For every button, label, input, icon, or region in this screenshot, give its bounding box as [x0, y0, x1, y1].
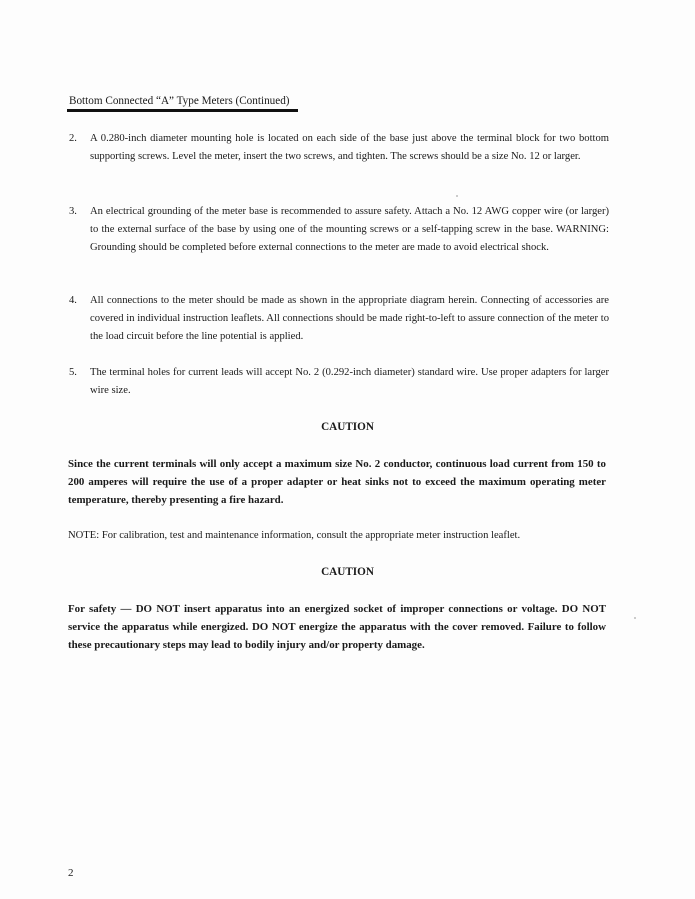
list-item-text: A 0.280-inch diameter mounting hole is located on each side of the base just above the terminal block for two bottom supporting screws. Level the meter, insert the two screws, and tighten. The screws should be a size No. 12 or larger.: [90, 133, 609, 162]
page-number: 2: [68, 867, 74, 879]
list-item: [69, 203, 609, 257]
list-item: [69, 292, 609, 346]
caution-text: For safety — DO NOT insert apparatus into an energized socket of improper connections or voltage. DO NOT service the apparatus while energized. DO NOT energize the apparatus with the cover removed. Failure to follow these precautionary steps may lead to bodily injury and/or property damage.: [68, 603, 606, 651]
section-header: Bottom Connected “A” Type Meters (Continued): [69, 95, 290, 107]
list-item-number: 3.: [69, 206, 77, 217]
list-item-number: 2.: [69, 133, 77, 144]
caution-heading: CAUTION: [321, 566, 374, 578]
caution-text: Since the current terminals will only accept a maximum size No. 2 conductor, continuous load current from 150 to 200 amperes will require the use of a proper adapter or heat sinks not to exceed the maximum operating meter temperature, thereby presenting a fire hazard.: [68, 458, 606, 506]
list-item: [69, 130, 609, 166]
list-item-number: 4.: [69, 295, 77, 306]
list-item-text: The terminal holes for current leads will accept No. 2 (0.292-inch diameter) standard wire. Use proper adapters for larger wire size.: [90, 367, 609, 396]
scan-speck: [456, 195, 458, 197]
header-underline: [67, 109, 298, 112]
caution-heading: CAUTION: [321, 421, 374, 433]
list-item-number: 5.: [69, 367, 77, 378]
list-item-text: An electrical grounding of the meter base is recommended to assure safety. Attach a No. 12 AWG copper wire (or larger) to the external surface of the base by using one of the mounting screws or a self-tapping screw in the base. WARNING: Grounding should be completed before external connections to the meter are made to avoid electrical shock.: [90, 206, 609, 253]
note-text: NOTE: For calibration, test and maintenance information, consult the appropriate meter instruction leaflet.: [68, 530, 521, 541]
list-item-text: All connections to the meter should be made as shown in the appropriate diagram herein. Connecting of accessories are covered in individual instruction leaflets. All connections should be made right-to-left to assure connection of the meter to the load circuit before the line potential is applied.: [90, 295, 609, 342]
scan-speck: [634, 617, 636, 619]
list-item: [69, 364, 609, 400]
